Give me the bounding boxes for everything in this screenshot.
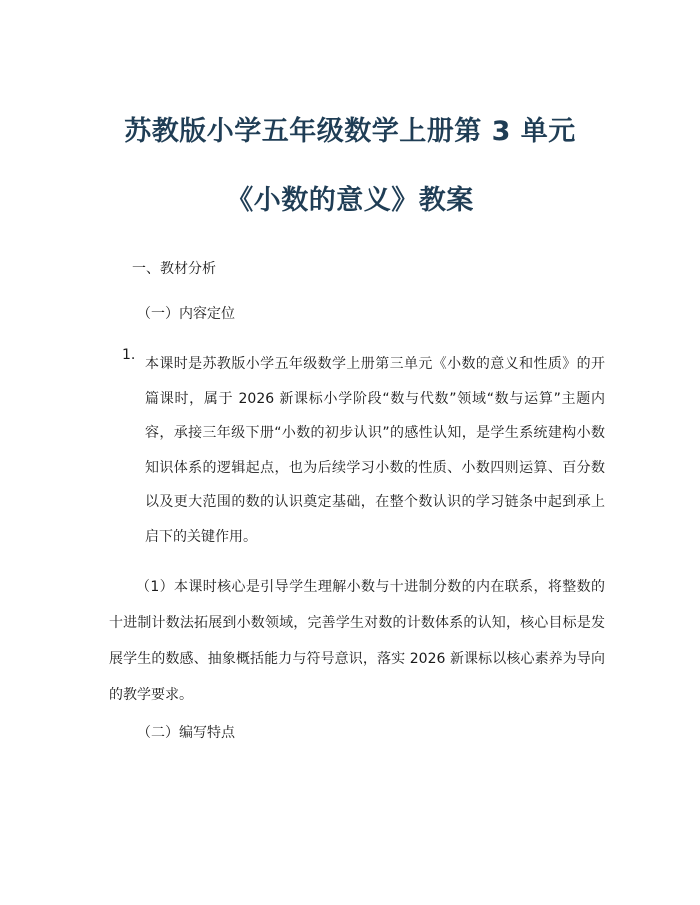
body-paragraph: （1）本课时核心是引导学生理解小数与十进制分数的内在联系，将整数的十进制计数法拓展到小数领域，完善学生对数的计数体系的认知，核心目标是发展学生的数感、抽象概括能力与符号意识，落实 2026 新课标以核心素养为导向的教学要求。: [109, 579, 605, 703]
section-heading-textbook-analysis: 一、教材分析: [132, 261, 216, 277]
subsection-heading-content-positioning: （一）内容定位: [137, 306, 235, 322]
list-item-text: 本课时是苏教版小学五年级数学上册第三单元《小数的意义和性质》的开篇课时，属于 2026 新课标小学阶段“数与代数”领域“数与运算”主题内容，承接三年级下册“小数的初步认识”的感性认知，是学生系统建构小数知识体系的逻辑起点，也为后续学习小数的性质、小数四则运算、百分数以及更大范围的数的认识奠定基础，在整个数认识的学习链条中起到承上启下的关键作用。: [145, 356, 605, 545]
document-title-line-2: 《小数的意义》教案: [226, 185, 474, 216]
list-item-number: 1.: [122, 347, 136, 363]
subsection-heading-writing-features: （二）编写特点: [137, 725, 235, 741]
document-title-line-1: 苏教版小学五年级数学上册第 3 单元: [124, 116, 576, 147]
